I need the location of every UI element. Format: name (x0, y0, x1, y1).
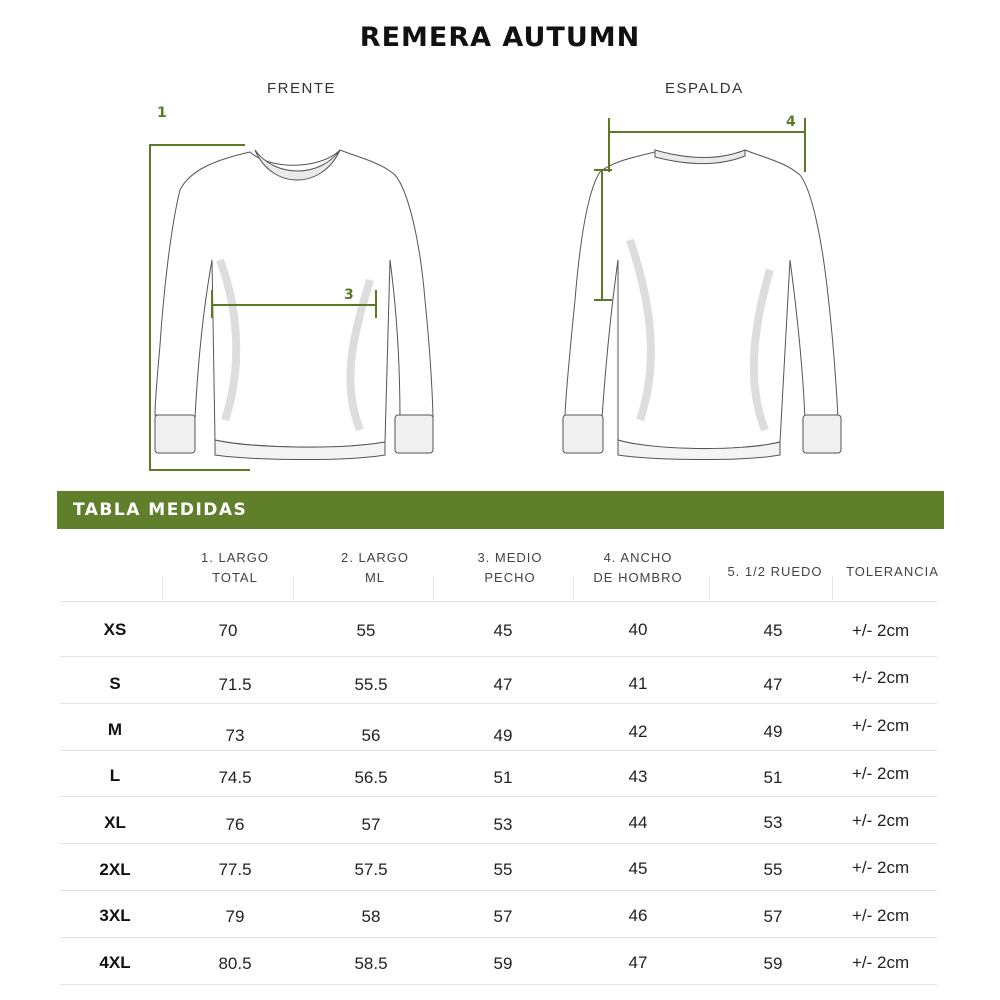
size-table-banner (57, 491, 944, 529)
cell-ancho-hombro: 44 (628, 813, 648, 832)
cell-tolerancia: +/- 2cm (852, 621, 910, 640)
column-header-tolerancia (840, 562, 945, 582)
cell-ruedo: 49 (763, 722, 783, 741)
cell-ruedo: 51 (763, 768, 783, 787)
garment-illustrations (0, 95, 1000, 480)
cell-ancho-hombro: 43 (628, 767, 648, 786)
column-divider (293, 576, 294, 600)
cell-medio-pecho: 47 (493, 675, 513, 694)
column-divider (162, 576, 163, 600)
cell-largo-ml: 57.5 (354, 860, 388, 879)
size-label: XL (104, 813, 126, 832)
measure-marker-4: 4 (786, 114, 796, 130)
column-divider (832, 576, 833, 600)
cell-largo-ml: 55.5 (354, 675, 388, 694)
cell-largo-total: 79 (225, 907, 245, 926)
cell-medio-pecho: 55 (493, 860, 513, 879)
cell-ancho-hombro: 46 (628, 906, 648, 925)
cell-medio-pecho: 59 (493, 954, 513, 973)
front-view-label: FRENTE (267, 80, 336, 97)
row-divider (60, 843, 937, 844)
size-label: L (109, 766, 121, 785)
cell-largo-total: 73 (225, 726, 245, 745)
row-divider (60, 601, 937, 602)
cell-tolerancia: +/- 2cm (852, 953, 910, 972)
row-divider (60, 750, 937, 751)
cell-ruedo: 55 (763, 860, 783, 879)
column-header-line: PECHO (484, 570, 536, 585)
column-header-largo-total (180, 548, 290, 588)
cell-ancho-hombro: 41 (628, 674, 648, 693)
back-shirt-drawing (563, 150, 841, 460)
column-header-line: 1. LARGO (201, 550, 269, 565)
cell-medio-pecho: 53 (493, 815, 513, 834)
size-label: 3XL (99, 906, 131, 925)
size-label: 2XL (99, 860, 131, 879)
cell-ruedo: 47 (763, 675, 783, 694)
cell-ancho-hombro: 47 (628, 953, 648, 972)
column-header-line: 5. 1/2 RUEDO (727, 564, 823, 579)
column-header-line: TOTAL (212, 570, 258, 585)
page-title: REMERA AUTUMN (359, 22, 641, 53)
row-divider (60, 984, 937, 985)
cell-tolerancia: +/- 2cm (852, 716, 910, 735)
column-header-ancho-hombro (583, 548, 693, 588)
size-label: S (109, 674, 121, 693)
cell-medio-pecho: 49 (493, 726, 513, 745)
cell-largo-total: 77.5 (218, 860, 252, 879)
row-divider (60, 703, 937, 704)
column-divider (573, 576, 574, 600)
cell-largo-ml: 55 (356, 621, 376, 640)
column-header-line: 3. MEDIO (477, 550, 543, 565)
measure-marker-1: 1 (157, 105, 167, 121)
cell-ancho-hombro: 42 (628, 722, 648, 741)
cell-medio-pecho: 57 (493, 907, 513, 926)
measure-marker-3: 3 (344, 287, 354, 303)
cell-tolerancia: +/- 2cm (852, 906, 910, 925)
size-table-heading: TABLA MEDIDAS (73, 500, 248, 520)
row-divider (60, 796, 937, 797)
cell-ruedo: 59 (763, 954, 783, 973)
column-header-medio-pecho (455, 548, 565, 588)
cell-tolerancia: +/- 2cm (852, 764, 910, 783)
size-label: 4XL (99, 953, 131, 972)
column-header-line: TOLERANCIA (846, 564, 939, 579)
cell-ancho-hombro: 40 (628, 620, 648, 639)
column-header-line: 4. ANCHO (603, 550, 673, 565)
row-divider (60, 937, 937, 938)
size-label: M (107, 720, 123, 739)
cell-largo-total: 71.5 (218, 675, 252, 694)
cell-largo-total: 74.5 (218, 768, 252, 787)
size-label: XS (103, 620, 127, 639)
cell-largo-ml: 58 (361, 907, 381, 926)
cell-tolerancia: +/- 2cm (852, 858, 910, 877)
cell-medio-pecho: 51 (493, 768, 513, 787)
column-divider (709, 576, 710, 600)
cell-tolerancia: +/- 2cm (852, 668, 910, 687)
cell-largo-ml: 57 (361, 815, 381, 834)
column-header-line: DE HOMBRO (593, 570, 683, 585)
column-header-largo-ml (320, 548, 430, 588)
cell-largo-ml: 56.5 (354, 768, 388, 787)
column-header-line: 2. LARGO (341, 550, 409, 565)
row-divider (60, 890, 937, 891)
cell-tolerancia: +/- 2cm (852, 811, 910, 830)
cell-largo-ml: 56 (361, 726, 381, 745)
cell-largo-total: 76 (225, 815, 245, 834)
column-divider (433, 576, 434, 600)
cell-ancho-hombro: 45 (628, 859, 648, 878)
cell-largo-total: 70 (218, 621, 238, 640)
row-divider (60, 656, 937, 657)
cell-ruedo: 53 (763, 813, 783, 832)
cell-medio-pecho: 45 (493, 621, 513, 640)
back-view-label: ESPALDA (665, 80, 744, 97)
cell-ruedo: 45 (763, 621, 783, 640)
cell-ruedo: 57 (763, 907, 783, 926)
column-header-line: ML (364, 570, 386, 585)
cell-largo-total: 80.5 (218, 954, 252, 973)
column-header-ruedo (720, 562, 830, 582)
cell-largo-ml: 58.5 (354, 954, 388, 973)
